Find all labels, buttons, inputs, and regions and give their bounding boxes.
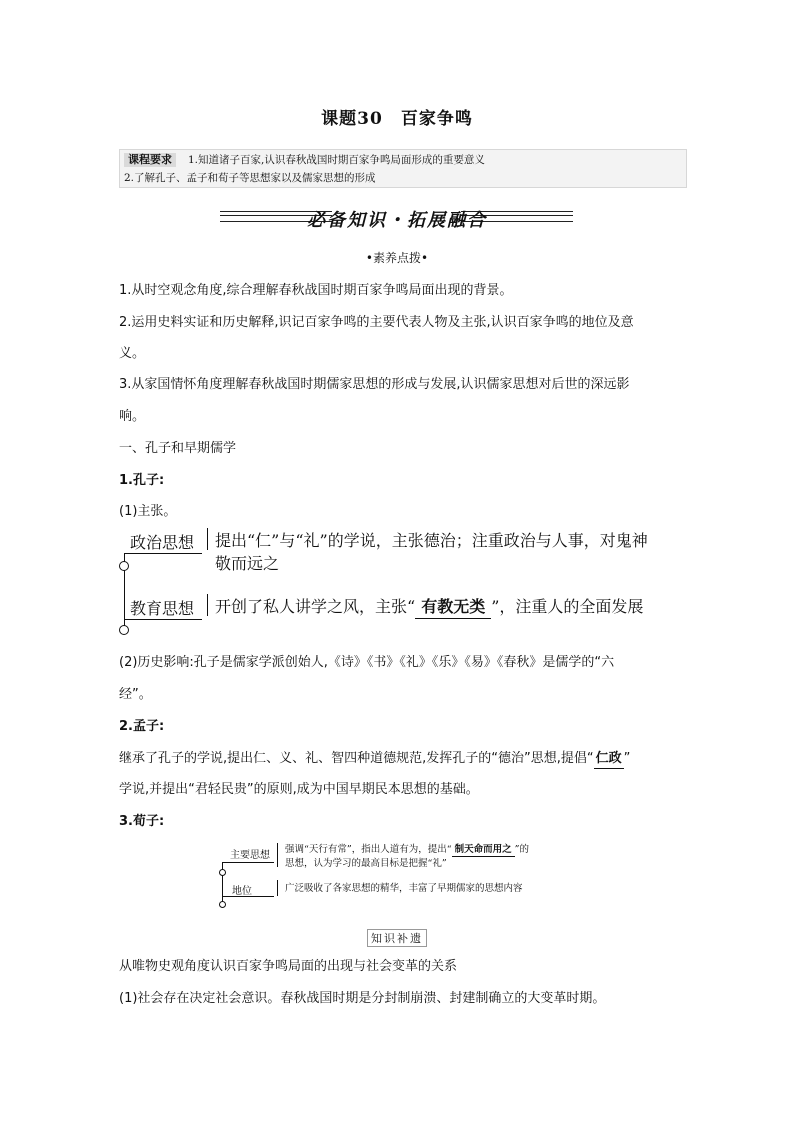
supplement-title: 从唯物史观角度认识百家争鸣局面的出现与社会变革的关系 bbox=[119, 959, 458, 974]
xunzi-diagram-divider bbox=[277, 880, 278, 896]
education-label: 教育思想 bbox=[130, 599, 195, 618]
requirement-1: 1.知道诸子百家,认识春秋战国时期百家争鸣局面形成的重要意义 bbox=[188, 154, 485, 166]
xunzi-diagram-branch bbox=[222, 862, 274, 863]
literacy-point-3-cont: 响。 bbox=[119, 409, 146, 424]
xunzi-thought-line-2: 思想，认为学习的最高目标是把握“礼” bbox=[285, 858, 447, 869]
supplement-point-1: (1)社会存在决定社会意识。春秋战国时期是分封制崩溃、封建制确立的大变革时期。 bbox=[119, 991, 606, 1006]
mencius-line-1 bbox=[119, 750, 630, 769]
literacy-point-3: 3.从家国情怀角度理解春秋战国时期儒家思想的形成与发展,认识儒家思想对后世的深远影 bbox=[119, 377, 630, 392]
literacy-point-2-cont: 义。 bbox=[119, 346, 146, 361]
politics-text-2: 敬而远之 bbox=[215, 554, 280, 573]
diagram-divider bbox=[207, 528, 208, 550]
diagram-branch bbox=[124, 619, 202, 620]
requirements-label: 课程要求 bbox=[124, 153, 176, 167]
page-title: 课题30 百家争鸣 bbox=[321, 109, 473, 129]
mencius-line-1-post: ” bbox=[623, 751, 631, 766]
literacy-point-2: 2.运用史料实证和历史解释,识记百家争鸣的主要代表人物及主张,认识百家争鸣的地位及意 bbox=[119, 315, 634, 330]
diagram-node bbox=[119, 625, 129, 635]
xunzi-thought-pre: 强调“天行有常”，指出人道有为，提出“ bbox=[285, 844, 452, 855]
xunzi-thought-label: 主要思想 bbox=[230, 850, 270, 861]
mencius-blank: 仁政 bbox=[594, 750, 624, 769]
xunzi-status-label: 地位 bbox=[232, 886, 252, 897]
diagram-node bbox=[119, 561, 129, 571]
xunzi-thought-line-1 bbox=[285, 843, 529, 857]
literacy-point-1: 1.从时空观念角度,综合理解春秋战国时期百家争鸣局面出现的背景。 bbox=[119, 283, 513, 298]
diagram-divider bbox=[207, 594, 208, 616]
education-text-post: ”，注重人的全面发展 bbox=[491, 597, 644, 616]
confucius-sub-heading: (1)主张。 bbox=[119, 504, 177, 519]
xunzi-diagram-divider bbox=[277, 843, 278, 867]
education-text-pre: 开创了私人讲学之风，主张“ bbox=[215, 597, 416, 616]
xunzi-heading: 3.荀子: bbox=[119, 814, 165, 829]
confucius-influence-2: 经”。 bbox=[119, 687, 152, 702]
politics-label: 政治思想 bbox=[130, 533, 195, 552]
xunzi-thought-blank: 制天命而用之 bbox=[452, 843, 515, 857]
confucius-heading: 1.孔子: bbox=[119, 473, 165, 488]
mencius-heading: 2.孟子: bbox=[119, 719, 165, 734]
education-text bbox=[215, 596, 643, 619]
mencius-line-2: 学说,并提出“君轻民贵”的原则,成为中国早期民本思想的基础。 bbox=[119, 782, 479, 797]
section-heading-confucianism: 一、孔子和早期儒学 bbox=[119, 441, 237, 456]
requirement-2: 2.了解孔子、孟子和荀子等思想家以及儒家思想的形成 bbox=[124, 172, 376, 184]
section-banner: 必备知识・拓展融合 bbox=[307, 210, 487, 231]
xunzi-status-text: 广泛吸收了各家思想的精华，丰富了早期儒家的思想内容 bbox=[285, 883, 523, 894]
xunzi-diagram-node bbox=[219, 869, 226, 876]
diagram-branch bbox=[124, 553, 202, 554]
knowledge-supplement-tag: 知识补遗 bbox=[367, 929, 427, 947]
mencius-line-1-pre: 继承了孔子的学说,提出仁、义、礼、智四种道德规范,发挥孔子的“德治”思想,提倡“ bbox=[119, 751, 594, 766]
literacy-subheading: •素养点拨• bbox=[365, 251, 429, 265]
politics-text-1: 提出“仁”与“礼”的学说，主张德治；注重政治与人事，对鬼神 bbox=[215, 531, 648, 550]
confucius-influence-1: (2)历史影响:孔子是儒家学派创始人,《诗》《书》《礼》《乐》《易》《春秋》是儒学的“六 bbox=[119, 655, 615, 670]
xunzi-thought-post: ”的 bbox=[514, 844, 529, 855]
education-blank: 有教无类 bbox=[415, 596, 491, 619]
xunzi-diagram-node bbox=[219, 901, 226, 908]
